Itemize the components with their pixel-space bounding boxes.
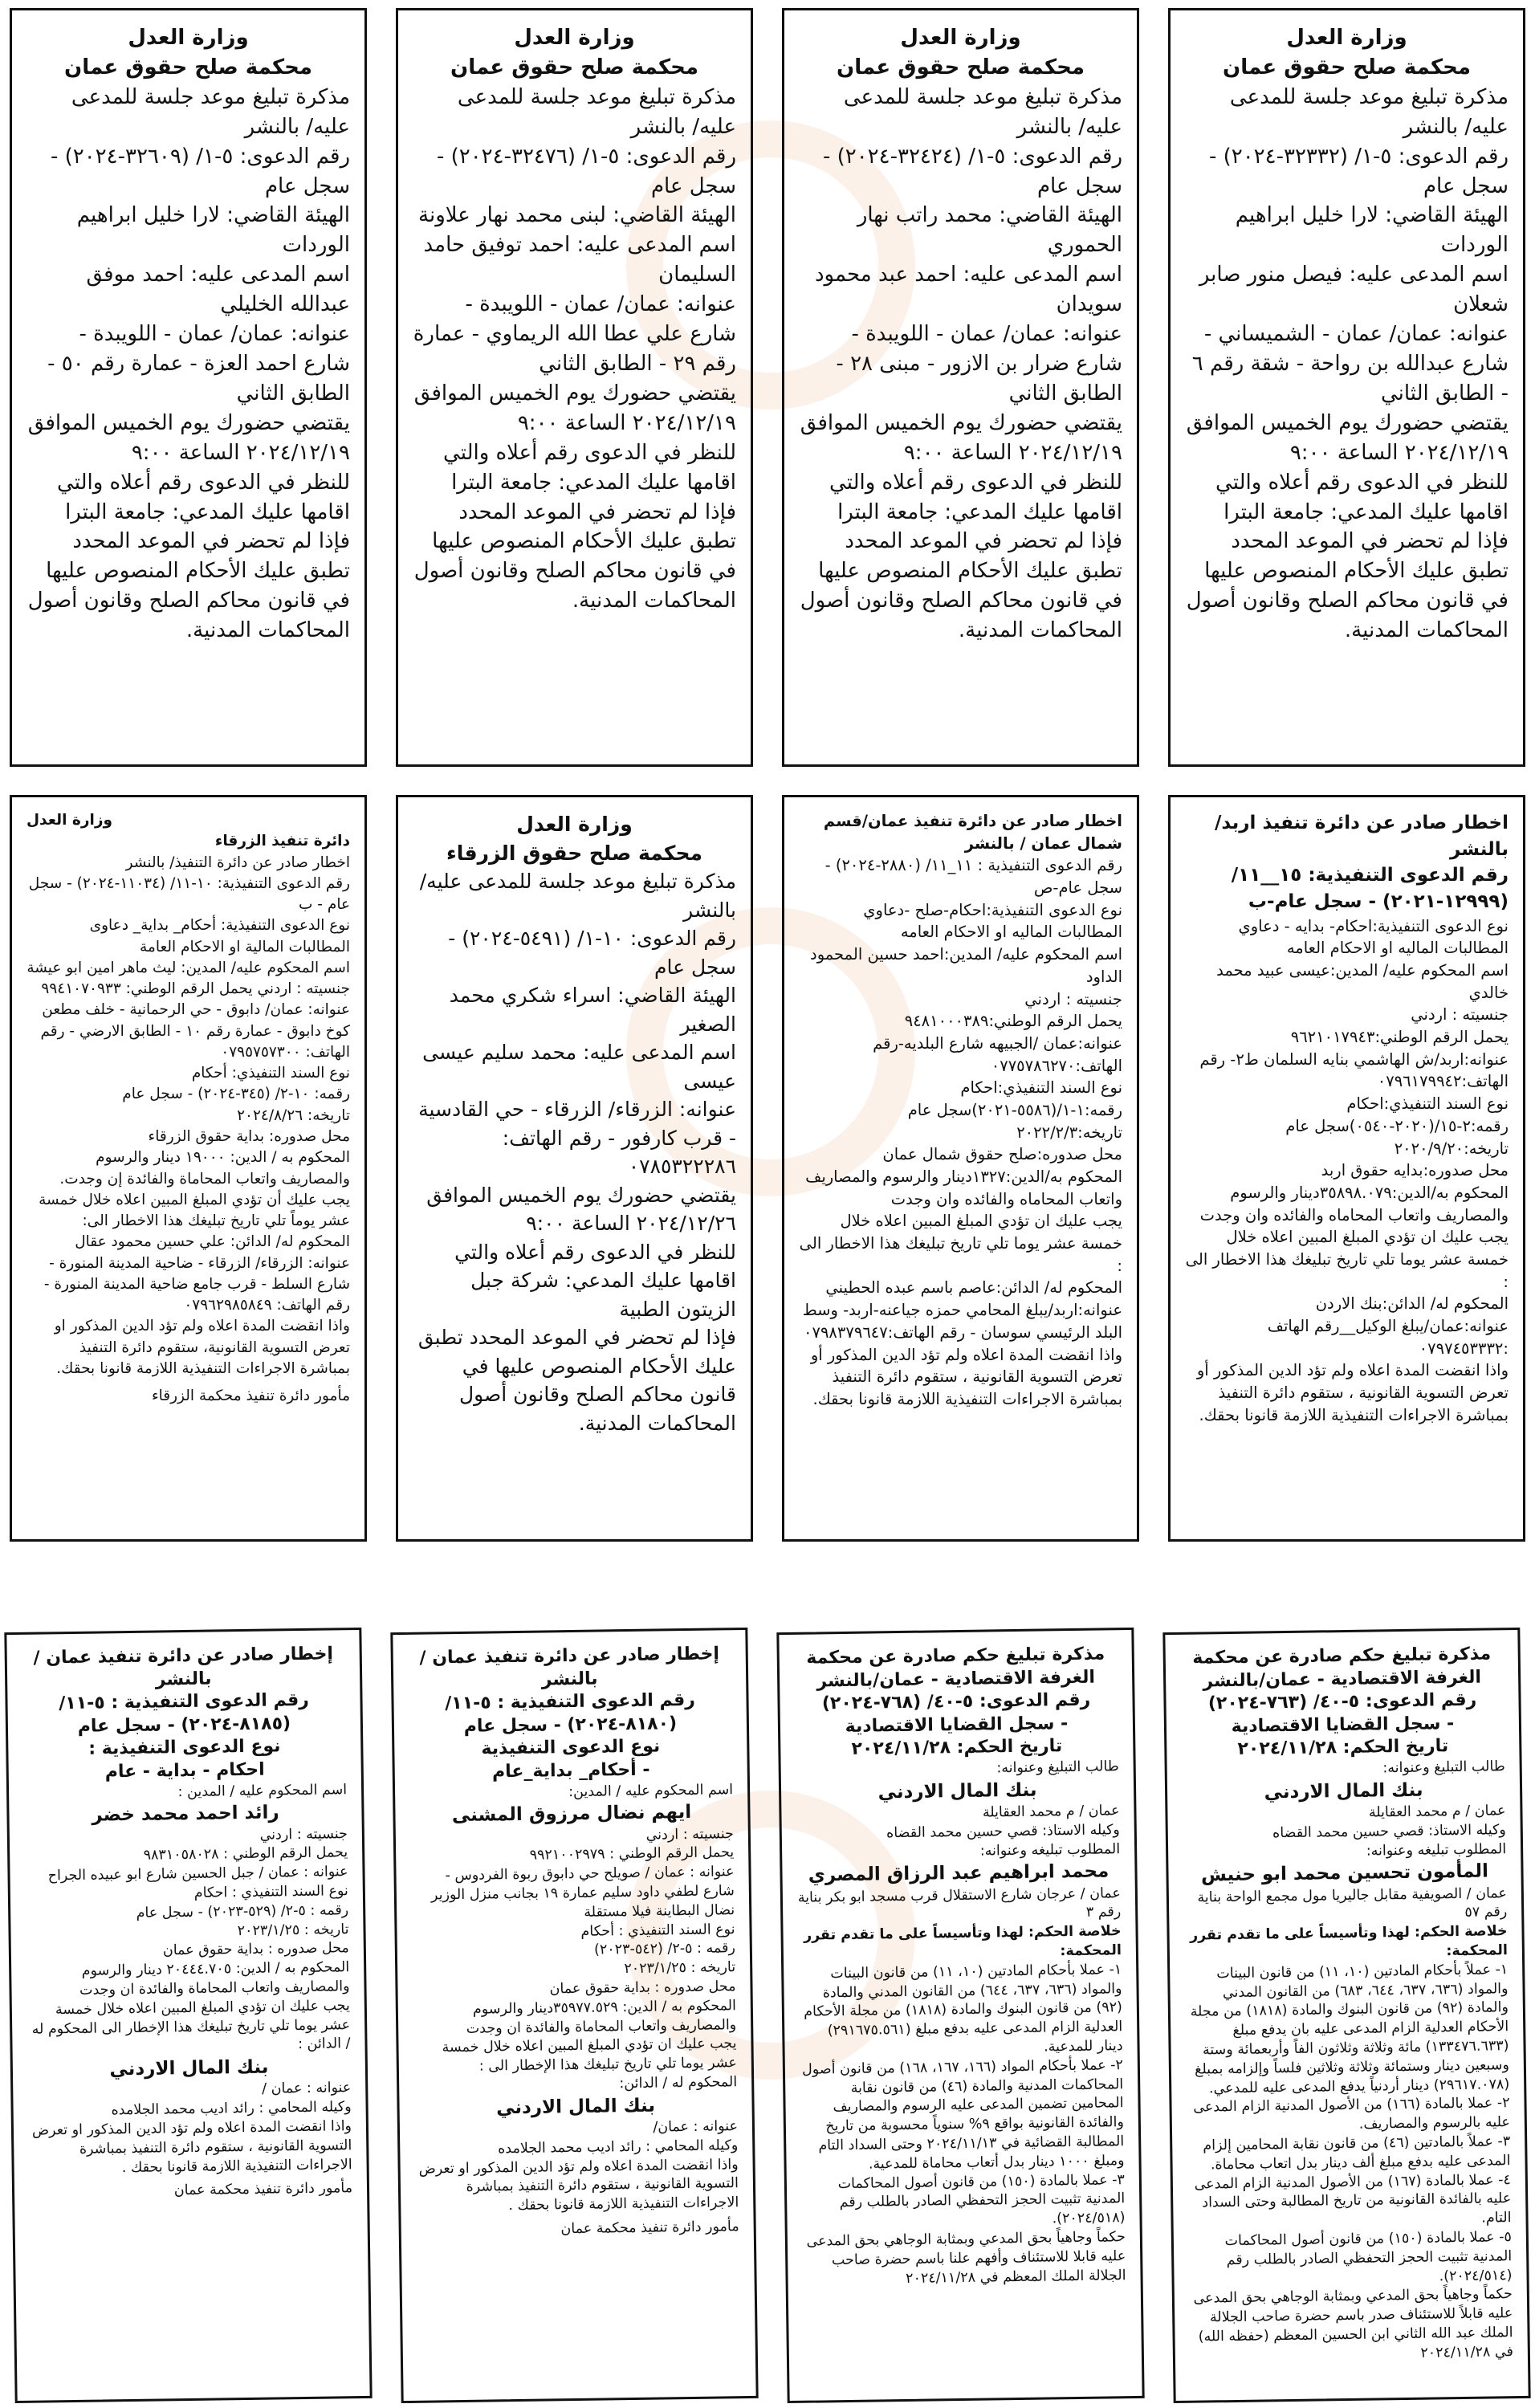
doc-number: رقمه : ٥-٢/ (٥٤٢-٢٠٢٣) bbox=[593, 1940, 735, 1959]
judgment-notice bbox=[776, 1628, 1144, 2403]
case-type: - أحكام_ بداية_عام bbox=[491, 1759, 650, 1783]
judge: الهيئة القاضي: لارا خليل ابراهيم الوردات bbox=[1235, 203, 1509, 258]
case-number: رقم الدعوى التنفيذية : ٥-١١/ (٨١٨٠-٢٠٢٤) - سجل عام bbox=[445, 1690, 696, 1737]
notified-party: المأمون تحسين محمد ابو حنيش bbox=[1200, 1860, 1489, 1886]
notified-address: عمان / الصويفية مقابل جاليريا مول مجمع الواحة بناية رقم ٥٧ bbox=[1197, 1884, 1508, 1921]
memo-type: مذكرة تبليغ موعد جلسة للمدعى عليه/ بالنشر bbox=[843, 84, 1122, 139]
signature: مأمور دائرة تنفيذ محكمة عمان bbox=[173, 2180, 353, 2199]
judgment-date: تاريخ الحكم: ٢٠٢٤/١١/٢٨ bbox=[1237, 1736, 1449, 1760]
warning: واذا انقضت المدة اعلاه ولم تؤد الدين المذكور أو تعرض التسوية القانونية ، ستقوم دائرة التنفيذ بمباشرة الاجراءات التنفيذية اللازمة قانونا بحقك. bbox=[1196, 1361, 1509, 1424]
warning: واذا انقضت المدة اعلاه ولم تؤد الدين المذكور او تعرض التسوية القانونية ، ستقوم دائرة التنفيذ بمباشرة الاجراءات التنفيذية اللازمة قانونا بحقك . bbox=[31, 2118, 352, 2176]
address: عنوانه: الزرقاء/ الزرقاء - حي القادسية - قرب كارفور - رقم الهاتف: ٠٧٨٥٣٢٢٢٨٦ bbox=[418, 1098, 736, 1178]
case-type: نوع الدعوى التنفيذية:احكام- بدايه - دعاوي المطالبات الماليه او الاحكام العامه bbox=[1238, 916, 1509, 958]
summary: خلاصة الحكم: لهذا وتأسيساً على ما تقدم تقرر المحكمة: bbox=[803, 1923, 1122, 1960]
national-id: يحمل الرقم الوطني:٩٤٨١٠٠٠٣٨٩ bbox=[904, 1012, 1122, 1031]
doc-type: نوع السند التنفيذي : أحكام bbox=[580, 1921, 735, 1940]
hearing-notice bbox=[396, 8, 753, 767]
register: - سجل القضايا الاقتصادية bbox=[845, 1713, 1069, 1737]
item-2: ٢- عملا بأحكام المواد (١٦٦، ١٦٧، ١٦٨) من قانون أصول المحاكمات المدنية والمادة (٤٦) من قانون نقابة المحامين تضمين المدعى عليه الرسوم والمصاريف والفائدة القانونية بواقع ٩% سنوياً محسوبة من تاريخ المطالبة القضائية في ٢٠٢٤/١١/١٣ وحتى السداد التام ومبلغ ١٠٠٠ دينار بدل أتعاب محاماة للمدعية. bbox=[801, 2057, 1125, 2173]
case-number: رقم الدعوى: ٥-١/ (٣٢٤٧٦-٢٠٢٤) - سجل عام bbox=[436, 144, 736, 198]
nationality: جنسيته : اردني bbox=[1411, 1005, 1509, 1025]
court-name: محكمة صلح حقوق الزرقاء bbox=[446, 841, 702, 865]
ministry-title: وزارة العدل bbox=[516, 813, 633, 836]
item-2: ٢- عملا بالمادة (١٦٦) من الأصول المدنية الزام المدعى عليه بالرسوم والمصاريف. bbox=[1193, 2095, 1511, 2133]
nationality: جنسيته : اردني bbox=[1024, 989, 1122, 1008]
warning: فإذا لم تحضر في الموعد المحدد تطبق عليك الأحكام المنصوص عليها في قانون محاكم الصلح وقانون أصول المحاكمات المدنية. bbox=[800, 529, 1122, 643]
agent: وكيله الاستاذ: قصي حسين محمد القضاه bbox=[886, 1822, 1120, 1842]
issuer: محل صدوره:بدايه حقوق اربد bbox=[1321, 1161, 1509, 1180]
judgment-notices-row bbox=[10, 1630, 1525, 2401]
purpose: للنظر في الدعوى رقم أعلاه والتي اقامها عليك المدعي: جامعة البترا bbox=[57, 470, 350, 524]
national-id: يحمل الرقم الوطني : ٩٩٢١٠٠٢٩٧٩ bbox=[529, 1844, 735, 1864]
debtor-label: اسم المحكوم عليه / المدين : bbox=[177, 1781, 348, 1800]
hearing-date: يقتضي حضورك يوم الخميس الموافق ٢٠٢٤/١٢/١٩ الساعة ٩:٠٠ bbox=[1186, 410, 1509, 465]
memo-type: مذكرة تبليغ موعد جلسة للمدعى عليه/ بالنشر bbox=[419, 870, 736, 922]
party: بنك المال الاردني bbox=[1264, 1779, 1423, 1803]
case-type: نوع الدعوى التنفيذية:احكام-صلح -دعاوي المطالبات الماليه او الاحكام العامه bbox=[863, 900, 1122, 942]
item-5: ٥- عملا بالمادة (١٥٠) من قانون أصول المحاكمات المدنية تثبيت الحجز التحفظي الصادر بالطلب رقم (٢٠٢٤/٥١٤). bbox=[1224, 2229, 1513, 2285]
creditor: المحكوم له/ الدائن:عاصم باسم عبده الحطيني bbox=[825, 1278, 1122, 1298]
warning: فإذا لم تحضر في الموعد المحدد تطبق عليك الأحكام المنصوص عليها في قانون محاكم الصلح وقانون أصول المحاكمات المدنية. bbox=[413, 499, 736, 613]
amman-execution-notice bbox=[390, 1628, 758, 2403]
case-type: احكام - بداية - عام bbox=[104, 1759, 265, 1783]
zarqa-execution-notice bbox=[10, 795, 367, 1542]
register: - سجل القضايا الاقتصادية bbox=[1231, 1713, 1455, 1737]
party-address: عمان / م محمد العقايلة bbox=[1368, 1803, 1506, 1821]
doc-date: تاريخه : ٢٠٢٣/١/٢٥ bbox=[624, 1959, 736, 1978]
creditor: بنك المال الاردني bbox=[495, 2095, 656, 2119]
notice-title: اخطار صادر عن دائرة التنفيذ/ بالنشر bbox=[125, 854, 350, 871]
case-number: رقم الدعوى التنفيذية: ١٠-١١/ (١١٠٣٤-٢٠٢٤) - سجل عام - ب bbox=[28, 874, 350, 914]
agent: وكيله الاستاذ: قصي حسين محمد القضاه bbox=[1272, 1822, 1506, 1842]
notice-title: اخطار صادر عن دائرة تنفيذ عمان/قسم شمال عمان / بالنشر bbox=[823, 812, 1122, 853]
verdict: حكماً وجاهياً بحق المدعي وبمثابة الوجاهي بحق المدعى عليه قابلا للاستئناف وأفهم علنا باسم حضرة صاحب الجلالة الملك المعظم في ٢٠٢٤/١١/٢٨ bbox=[806, 2229, 1126, 2287]
amount: المحكوم به / الدين: ٢٠٤٤٤.٧٠٥ دينار والرسوم والمصاريف واتعاب المحاماة والفائدة ان وجدت bbox=[79, 1959, 350, 1999]
item-1: ١- عملا بأحكام المادتين (١٠، ١١) من قانون البينات والمواد (٦٣٦، ٦٣٧، ٦٤٤) من القانون المدني والمادة (٩٢) من قانون البنوك والمادة (١٨١٨) من مجلة الأحكام العدلية الزام المدعى عليه بدفع مبلغ (٢٩١٦٧٥.٥٦١) دينار للمدعية. bbox=[804, 1962, 1123, 2056]
demand: يجب عليك ان تؤدي المبلغ المبين اعلاه خلال خمسة عشر يوما تلي تاريخ تبليغك هذا الإخطار الى : bbox=[442, 2035, 737, 2075]
nationality: جنسيته : اردني يحمل الرقم الوطني: ٩٩٤١٠٧٠٩٣٣ bbox=[41, 980, 350, 998]
notice-title: مذكرة تبليغ حكم صادرة عن محكمة الغرفة الاقتصادية - عمان/بالنشر bbox=[1192, 1644, 1492, 1692]
issuer: محل صدوره: بداية حقوق الزرقاء bbox=[148, 1127, 350, 1145]
address: عنوانه: عمان/ عمان - اللويبدة - شارع احمد العزة - عمارة رقم ٥٠ - الطابق الثاني bbox=[47, 322, 350, 405]
demand: يجب عليك ان تؤدي المبلغ المبين اعلاه خلال خمسة عشر يوما تلي تاريخ تبليغك هذا الإخطار الى المحكوم له / الدائن : bbox=[31, 1997, 351, 2053]
doc-type: نوع السند التنفيذي : احكام bbox=[193, 1883, 348, 1901]
judge: الهيئة القاضي: لبنى محمد نهار علاونة bbox=[418, 203, 736, 228]
amman-north-execution-notice bbox=[782, 795, 1139, 1542]
debtor: اسم المحكوم عليه/ المدين:عيسى عبيد محمد خالدي bbox=[1216, 961, 1509, 1002]
notified-label: المطلوب تبليغه وعنوانه: bbox=[979, 1840, 1121, 1860]
address: عنوانه: عمان/ دابوق - حي الرحمانية - خلف مطعن كوخ دابوق - عمارة رقم ١٠ - الطابق الارضي - رقم الهاتف: ٠٧٩٥٧٥٧٣٠٠ bbox=[40, 1001, 350, 1061]
creditor: المحكوم له/ الدائن:بنك الاردن bbox=[1315, 1294, 1509, 1314]
irbid-execution-notice bbox=[1168, 795, 1525, 1542]
creditor: المحكوم له/ الدائن: علي حسين محمود عقال bbox=[75, 1233, 350, 1251]
warning: فإذا لم تحضر في الموعد المحدد تطبق عليك الأحكام المنصوص عليها في قانون محاكم الصلح وقانون أصول المحاكمات المدنية. bbox=[1186, 529, 1509, 643]
case-number: رقم الدعوى: ٥-٤٠/ (٧٦٣-٢٠٢٤) bbox=[1207, 1689, 1477, 1714]
agent: وكيله المحامي : رائد اديب محمد الجلامده bbox=[111, 2099, 352, 2119]
hearing-date: يقتضي حضورك يوم الخميس الموافق ٢٠٢٤/١٢/١٩ الساعة ٩:٠٠ bbox=[800, 410, 1122, 465]
debtor: ايهم نضال مرزوق المشنى bbox=[451, 1802, 692, 1827]
purpose: للنظر في الدعوى رقم أعلاه والتي اقامها عليك المدعي: شركة جبل الزيتون الطبية bbox=[454, 1240, 736, 1321]
doc-number: رقمه: ١٠-٢/ (٣٤٥-٢٠٢٤) - سجل عام bbox=[122, 1086, 350, 1103]
address: عنوانه : عمان / جبل الحسين شارع ابو عبيده الجراح bbox=[47, 1864, 348, 1884]
doc-type: نوع السند التنفيذي:احكام bbox=[960, 1078, 1122, 1098]
case-number: رقم الدعوى التنفيذية : ١١_١١/ (٢٨٨٠-٢٠٢٤) - سجل عام-ص bbox=[825, 856, 1122, 898]
creditor-address: عنوانه : عمان / bbox=[262, 2080, 352, 2098]
hearing-date: يقتضي حضورك يوم الخميس الموافق ٢٠٢٤/١٢/١٩ الساعة ٩:٠٠ bbox=[27, 410, 350, 465]
execution-notices-row bbox=[10, 795, 1525, 1542]
address: عنوانه: عمان/ عمان - الشميساني - شارع عبدالله بن رواحة - شقة رقم ٦ - الطابق الثاني bbox=[1191, 322, 1509, 405]
warning: واذا انقضت المدة اعلاه ولم تؤد الدين المذكور او تعرض التسوية القانونية ، ستقوم دائرة التنفيذ بمباشرة الاجراءات التنفيذية اللازمة قانونا بحقك . bbox=[418, 2156, 739, 2214]
ministry-title: وزارة العدل bbox=[514, 26, 635, 50]
address: عنوانه: عمان/ عمان - اللويبدة - شارع علي عطا الله الريماوي - عمارة رقم ٢٩ - الطابق الثاني bbox=[413, 292, 736, 376]
defendant: اسم المدعى عليه: فيصل منور صابر شعلان bbox=[1199, 263, 1509, 317]
debtor: اسم المحكوم عليه/ المدين:احمد حسين المحمود الداود bbox=[810, 945, 1122, 986]
defendant: اسم المدعى عليه: محمد سليم عيسى عيسى bbox=[422, 1041, 736, 1093]
case-number: رقم الدعوى: ١٠-١/ (٥٤٩١-٢٠٢٤) - سجل عام bbox=[448, 927, 736, 979]
hearing-notices-row bbox=[10, 8, 1525, 767]
demand: يجب عليك أن تؤدي المبلغ المبين اعلاه خلال خمسة عشر يوماً تلي تاريخ تبليغك هذا الاخطار الى: bbox=[39, 1191, 350, 1230]
court-name: محكمة صلح حقوق عمان bbox=[1223, 55, 1471, 79]
agent: وكيله المحامي : رائد اديب محمد الجلامده bbox=[498, 2137, 739, 2157]
warning: واذا انقضت المدة اعلاه ولم تؤد الدين المذكور أو تعرض التسوية القانونية ، ستقوم دائرة التنفيذ بمباشرة الاجراءات التنفيذية اللازمة قانونا بحقك. bbox=[810, 1345, 1122, 1408]
debtor-label: اسم المحكوم عليه / المدين: bbox=[568, 1781, 734, 1800]
purpose: للنظر في الدعوى رقم أعلاه والتي اقامها عليك المدعي: جامعة البترا bbox=[1215, 470, 1509, 524]
address: عنوانه:اربد/ش الهاشمي بنايه السلمان ط٢- رقم الهاتف:٠٧٩٦١٧٩٩٤٢ bbox=[1199, 1049, 1509, 1091]
judge: الهيئة القاضي: اسراء شكري محمد الصغير bbox=[449, 984, 736, 1036]
case-number: رقم الدعوى: ٥-١/ (٣٢٦٠٩-٢٠٢٤) - سجل عام bbox=[50, 144, 350, 198]
doc-type: نوع السند التنفيذي: أحكام bbox=[191, 1065, 350, 1082]
creditor-address: عنوانه : عمان/ bbox=[653, 2118, 739, 2136]
ministry-title: وزارة العدل bbox=[1286, 26, 1407, 50]
summary: خلاصة الحكم: لهذا وتأسيساً على ما تقدم تقرر المحكمة: bbox=[1189, 1923, 1509, 1960]
judgment-notice bbox=[1162, 1628, 1530, 2403]
signature: مأمور دائرة تنفيذ محكمة عمان bbox=[560, 2219, 739, 2238]
party-label: طالب التبليغ وعنوانه: bbox=[996, 1758, 1119, 1777]
creditor: بنك المال الاردني bbox=[109, 2056, 269, 2080]
doc-date: تاريخه:٢٠٢٢/٢/٣ bbox=[1016, 1123, 1122, 1142]
notice-title: اخطار صادر عن دائرة تنفيذ اربد/ بالنشر bbox=[1214, 813, 1509, 860]
doc-date: تاريخه : ٢٠٢٣/١/٢٥ bbox=[237, 1921, 349, 1939]
creditor-address: عنوانه:اربد/يبلغ المحامي حمزه جياعنه-اربد- وسط البلد الرئيسي سوسان - رقم الهاتف:٠٧٩٨٣٧٩٦٤٧ bbox=[802, 1301, 1122, 1342]
court-name: محكمة صلح حقوق عمان bbox=[64, 55, 312, 79]
judge: الهيئة القاضي: لارا خليل ابراهيم الوردات bbox=[76, 203, 350, 258]
purpose: للنظر في الدعوى رقم أعلاه والتي اقامها عليك المدعي: جامعة البترا bbox=[443, 440, 736, 495]
memo-type: مذكرة تبليغ موعد جلسة للمدعى عليه/ بالنشر bbox=[1229, 84, 1509, 139]
warning: واذا انقضت المدة اعلاه ولم تؤد الدين المذكور او تعرض التسوية القانونية، ستقوم دائرة التنفيذ بمباشرة الاجراءات التنفيذية اللازمة قانونا بحقك. bbox=[54, 1318, 350, 1377]
ministry-title: وزارة العدل bbox=[128, 26, 249, 50]
party: بنك المال الاردني bbox=[877, 1779, 1037, 1803]
national-id: يحمل الرقم الوطني:٩٦٢١٠١٧٩٤٣ bbox=[1290, 1028, 1509, 1047]
creditor-address: عنوانه:عمان/يبلغ الوكيل__رقم الهاتف :٠٧٩٧٤٥٣٣٣٢ bbox=[1267, 1317, 1509, 1358]
amman-execution-notice bbox=[4, 1628, 372, 2403]
judge: الهيئة القاضي: محمد راتب نهار الحموري bbox=[857, 203, 1122, 258]
address: عنوانه : عمان / صويلح حي دابوق ربوة الفردوس - شارع لطفي داود سليم عمارة ١٩ بجانب منزل الوزير نضال البطاينة فيلا مستقلة bbox=[430, 1864, 735, 1921]
notice-title: إخطار صادر عن دائرة تنفيذ عمان / بالنشر bbox=[33, 1644, 334, 1690]
address: عنوانه:عمان /الجبيهه شارع البلديه-رقم الهاتف:٠٧٧٥٧٨٦٢٧٠ bbox=[873, 1033, 1122, 1075]
party-address: عمان / م محمد العقايلة bbox=[982, 1803, 1120, 1821]
debtor: اسم المحكوم عليه/ المدين: ليث ماهر امين ابو عيشة bbox=[26, 959, 350, 976]
notified-label: المطلوب تبليغه وعنوانه: bbox=[1366, 1840, 1507, 1860]
judgment-date: تاريخ الحكم: ٢٠٢٤/١١/٢٨ bbox=[851, 1736, 1063, 1760]
memo-type: مذكرة تبليغ موعد جلسة للمدعى عليه/ بالنشر bbox=[457, 84, 736, 139]
purpose: للنظر في الدعوى رقم أعلاه والتي اقامها عليك المدعي: جامعة البترا bbox=[829, 470, 1122, 524]
ministry-title: وزارة العدل bbox=[900, 26, 1021, 50]
memo-type: مذكرة تبليغ موعد جلسة للمدعى عليه/ بالنشر bbox=[71, 84, 350, 139]
doc-type: نوع السند التنفيذي:احكام bbox=[1346, 1094, 1509, 1114]
case-type-label: نوع الدعوى التنفيذية bbox=[481, 1736, 661, 1759]
case-number: رقم الدعوى: ٥-١/ (٣٢٣٣٢-٢٠٢٤) - سجل عام bbox=[1208, 144, 1509, 198]
item-1: ١- عملاً بأحكام المادتين (١٠، ١١) من قانون البينات والمواد (٦٣٦، ٦٣٧، ٦٤٤، ٦٨٣) من القانون المدني والمادة (٩٢) من قانون البنوك والمادة (١٨١٨) من مجلة الأحكام العدلية الزام المدعى عليه بان يدفع مبلغ (١٣٣٤٧٦.٦٣٣) مائة وثلاثة وثلاثون الفاً وأربعمائة وستة وسبعين دينار وستمائة وثلاثة وثلاثين فلساً وإلزامه بمبلغ (٢٩٦١٧.٠٧٨) دينار أردنياً يدفع المدعى عليه للمدعي. bbox=[1190, 1962, 1510, 2097]
demand: يجب عليك ان تؤدي المبلغ المبين اعلاه خلال خمسة عشر يوما تلي تاريخ تبليغك هذا الاخطار الى : bbox=[1185, 1228, 1509, 1291]
doc-number: رقمه:٢-١٥/(٢٠٢٠-٠٥٤٠)سجل عام bbox=[1285, 1116, 1509, 1135]
item-4: ٤- عملا بالمادة (١٦٧) من الأصول المدنية الزام المدعى عليه بالفائدة القانونية من تاريخ المطالبة وحتى السداد التام. bbox=[1194, 2171, 1512, 2227]
case-number: رقم الدعوى: ٥-١/ (٣٢٤٢٤-٢٠٢٤) - سجل عام bbox=[822, 144, 1122, 198]
signature: مأمور دائرة تنفيذ محكمة الزرقاء bbox=[151, 1387, 350, 1405]
notice-title: إخطار صادر عن دائرة تنفيذ عمان / بالنشر bbox=[419, 1644, 720, 1690]
item-3: ٣- عملاً بالمادتين (٤٦) من قانون نقابة المحامين إلزام المدعى عليه بدفع مبلغ ألف دينار بدل اتعاب محاماة. bbox=[1203, 2133, 1511, 2174]
amount: المحكوم به / الدين: ١٩٠٠٠ دينار والرسوم والمصاريف واتعاب المحاماة والفائدة إن وجدت. bbox=[59, 1149, 350, 1188]
party-label: طالب التبليغ وعنوانه: bbox=[1382, 1758, 1505, 1777]
court-name: محكمة صلح حقوق عمان bbox=[837, 55, 1085, 79]
defendant: اسم المدعى عليه: احمد موفق عبدالله الخليلي bbox=[86, 263, 350, 317]
address: عنوانه: عمان/ عمان - اللويبدة - شارع ضرار بن الازور - مبنى ٢٨ - الطابق الثاني bbox=[836, 322, 1122, 405]
issuer: محل صدوره : بداية حقوق عمان bbox=[162, 1940, 349, 1959]
issuer: محل صدوره:صلح حقوق شمال عمان bbox=[882, 1145, 1122, 1164]
notified-party: محمد ابراهيم عبد الرزاق المصري bbox=[808, 1860, 1110, 1887]
case-type-label: نوع الدعوى التنفيذية : bbox=[88, 1736, 281, 1760]
doc-number: رقمه : ٥-٢/ (٥٢٩-٢٠٢٣) - سجل عام bbox=[136, 1902, 349, 1921]
amount: المحكوم به / الدين: ٣٥٩٧٧.٥٢٩دينار والرسوم والمصاريف واتعاب المحاماة والفائدة ان وجدت bbox=[466, 1997, 737, 2037]
item-3: ٣- عملا بالمادة (١٥٠) من قانون أصول المحاكمات المدنية تثبيت الحجز التحفظي الصادر بالطلب رقم (٢٠٢٤/٥١٨). bbox=[837, 2171, 1126, 2227]
zarqa-hearing-notice bbox=[396, 795, 753, 1542]
amount: المحكوم به/الدين:١٣٢٧دينار والرسوم والمصاريف واتعاب المحاماه والفائده وان وجدت bbox=[805, 1167, 1122, 1208]
warning: فإذا لم تحضر في الموعد المحدد تطبق عليك الأحكام المنصوص عليها في قانون محاكم الصلح وقانون أصول المحاكمات المدنية. bbox=[417, 1326, 736, 1435]
hearing-date: يقتضي حضورك يوم الخميس الموافق ٢٠٢٤/١٢/٢٦ الساعة ٩:٠٠ bbox=[426, 1183, 736, 1235]
case-type: نوع الدعوى التنفيذية: أحكام_ بداية_ دعاوى المطالبات المالية او الاحكام العامة bbox=[89, 917, 350, 955]
hearing-date: يقتضي حضورك يوم الخميس الموافق ٢٠٢٤/١٢/١٩ الساعة ٩:٠٠ bbox=[413, 381, 736, 435]
amount: المحكوم به/الدين:٣٥٨٩٨.٠٧٩دينار والرسوم والمصاريف واتعاب المحاماه والفائده وان وجدت bbox=[1199, 1183, 1509, 1224]
hearing-notice bbox=[782, 8, 1139, 767]
nationality: جنسيته : اردني bbox=[259, 1825, 348, 1844]
case-number: رقم الدعوى التنفيذية: ١٥__١١/ (١٢٩٩٩-٢٠٢١) - سجل عام-ب bbox=[1231, 865, 1509, 912]
doc-number: رقمه:١-١/(٥٥٨٦-٢٠٢١)سجل عام bbox=[907, 1100, 1122, 1119]
defendant: اسم المدعى عليه: احمد عبد محمود سويدان bbox=[814, 263, 1122, 317]
court-name: محكمة صلح حقوق عمان bbox=[450, 55, 698, 79]
hearing-notice bbox=[10, 8, 367, 767]
defendant: اسم المدعى عليه: احمد توفيق حامد السليمان bbox=[423, 233, 736, 287]
debtor: رائد احمد محمد خضر bbox=[92, 1802, 279, 1827]
notice-title: مذكرة تبليغ حكم صادرة عن محكمة الغرفة الاقتصادية - عمان/بالنشر bbox=[806, 1644, 1105, 1692]
national-id: يحمل الرقم الوطني : ٩٨٣١٠٥٨٠٢٨ bbox=[143, 1844, 348, 1864]
issuer: محل صدوره : بداية حقوق عمان bbox=[549, 1978, 736, 1998]
department: دائرة تنفيذ الزرقاء bbox=[214, 833, 350, 850]
case-number: رقم الدعوى: ٥-٤٠/ (٧٦٨-٢٠٢٤) bbox=[821, 1689, 1091, 1714]
creditor-label: المحكوم له / الدائن: bbox=[619, 2074, 738, 2092]
creditor-address: عنوانه: الزرقاء/ الزرقاء - ضاحية المدينة المنورة - شارع السلط - قرب جامع ضاحية المدينة المنورة - رقم الهاتف: ٠٧٩٦٢٩٨٥٨٤٩ bbox=[43, 1254, 350, 1314]
doc-date: تاريخه: ٢٠٢٤/٨/٢٦ bbox=[237, 1106, 350, 1124]
case-number: رقم الدعوى التنفيذية : ٥-١١/ (٨١٨٥-٢٠٢٤) - سجل عام bbox=[59, 1690, 310, 1737]
nationality: جنسيته : اردني bbox=[645, 1825, 735, 1844]
warning: فإذا لم تحضر في الموعد المحدد تطبق عليك الأحكام المنصوص عليها في قانون محاكم الصلح وقانون أصول المحاكمات المدنية. bbox=[27, 529, 350, 643]
verdict: حكماً وجاهياً بحق المدعي وبمثابة الوجاهي بحق المدعى عليه قابلاً للاستئناف صدر باسم حضرة صاحب الجلالة الملك عبد الله الثاني ابن الحسين المعظم (حفظه الله) في ٢٠٢٤/١١/٢٨ bbox=[1193, 2286, 1514, 2361]
ministry-title: وزارة العدل bbox=[26, 812, 112, 829]
notified-address: عمان / عرجان شارع الاستقلال قرب مسجد ابو بكر بناية رقم ٣ bbox=[797, 1884, 1122, 1921]
demand: يجب عليك ان تؤدي المبلغ المبين اعلاه خلال خمسة عشر يوما تلي تاريخ تبليغك هذا الاخطار الى : bbox=[799, 1212, 1122, 1275]
hearing-notice bbox=[1168, 8, 1525, 767]
doc-date: تاريخه:٢٠٢٠/٩/٢٠ bbox=[1394, 1139, 1509, 1158]
